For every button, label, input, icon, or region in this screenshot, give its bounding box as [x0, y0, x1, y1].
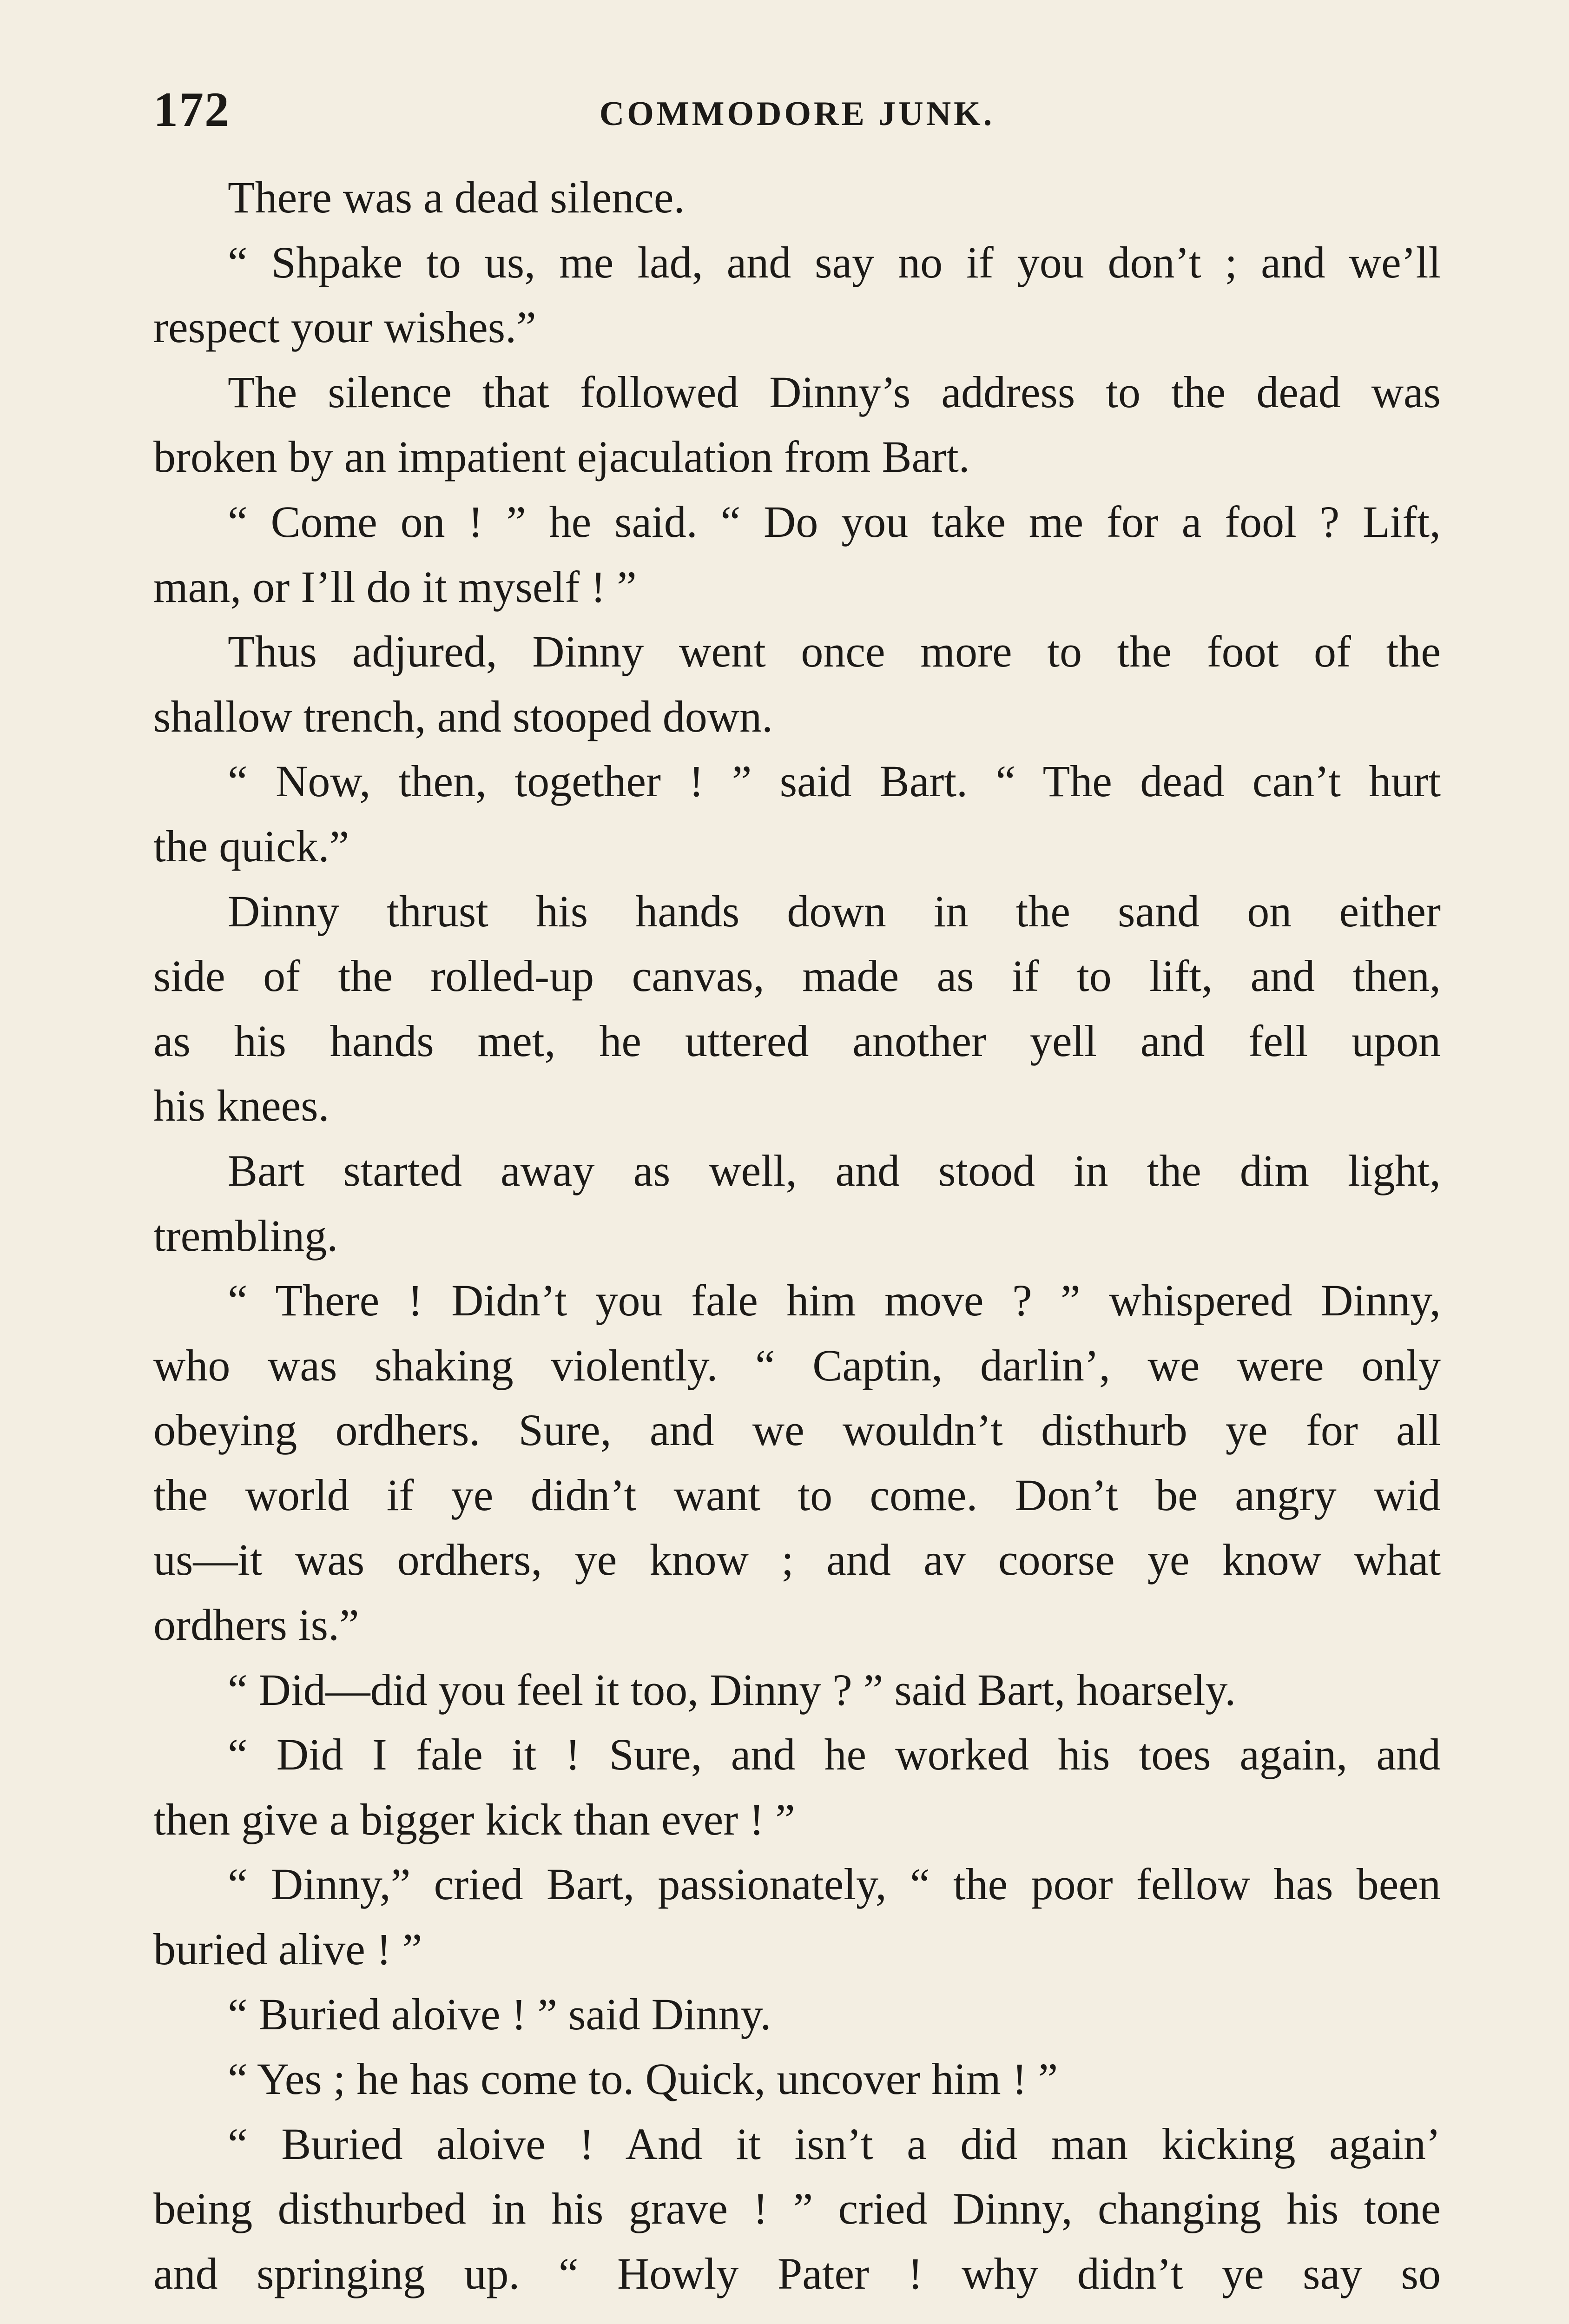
text-line: “ Come on ! ” he said. “ Do you take me for a fool ? Lift,: [228, 496, 1441, 547]
text-line: “ Did I fale it ! Sure, and he worked his toes again, and: [228, 1730, 1441, 1780]
text-line: man, or I’ll do it myself ! ”: [153, 561, 637, 612]
text-line: Dinny thrust his hands down in the sand on either: [228, 886, 1441, 936]
text-line: us—it was ordhers, ye know ; and av coorse ye know what: [153, 1535, 1441, 1585]
text-line: shallow trench, and stooped down.: [153, 691, 773, 741]
text-line: then give a bigger kick than ever ! ”: [153, 1794, 795, 1844]
text-line: broken by an impatient ejaculation from Bart.: [153, 432, 970, 482]
text-line: and springing up. “ Howly Pater ! why didn’t ye say so: [153, 2249, 1441, 2298]
running-head: COMMODORE JUNK.: [599, 95, 995, 133]
text-line: “ Buried aloive ! ” said Dinny.: [228, 1989, 771, 2039]
page-number: 172: [153, 82, 230, 137]
text-line: The silence that followed Dinny’s address to the dead was: [228, 367, 1441, 417]
text-line: ordhers is.”: [153, 1600, 359, 1650]
text-line: buried alive ! ”: [153, 1924, 422, 1974]
text-line: being disthurbed in his grave ! ” cried Dinny, changing his tone: [153, 2184, 1441, 2234]
text-line: Thus adjured, Dinny went once more to the foot of the: [228, 627, 1441, 677]
text-line: “ There ! Didn’t you fale him move ? ” whispered Dinny,: [228, 1275, 1441, 1326]
text-line: “ Now, then, together ! ” said Bart. “ The dead can’t hurt: [228, 756, 1441, 806]
text-line: obeying ordhers. Sure, and we wouldn’t disthurb ye for all: [153, 1405, 1441, 1455]
text-line: “ Did—did you feel it too, Dinny ? ” said Bart, hoarsely.: [228, 1664, 1236, 1715]
text-line: Bart started away as well, and stood in the dim light,: [228, 1145, 1441, 1195]
text-line: respect your wishes.”: [153, 302, 536, 352]
text-line: “ Buried aloive ! And it isn’t a did man kicking again’: [228, 2119, 1441, 2169]
body-text: [153, 165, 1441, 2306]
text-line: the quick.”: [153, 821, 349, 871]
text-line: as his hands met, he uttered another yell and fell upon: [153, 1016, 1441, 1066]
text-line: his knees.: [153, 1081, 330, 1131]
text-line: who was shaking violently. “ Captin, darlin’, we were only: [153, 1340, 1441, 1390]
page-header: [153, 81, 1441, 137]
text-line: “ Dinny,” cried Bart, passionately, “ the poor fellow has been: [228, 1859, 1441, 1909]
text-line: the world if ye didn’t want to come. Don’t be angry wid: [153, 1470, 1441, 1520]
text-line: “ Shpake to us, me lad, and say no if you don’t ; and we’ll: [228, 237, 1441, 287]
text-line: side of the rolled-up canvas, made as if to lift, and then,: [153, 951, 1441, 1001]
text-line: trembling.: [153, 1210, 338, 1261]
text-line: “ Yes ; he has come to. Quick, uncover him ! ”: [228, 2054, 1058, 2104]
text-line: There was a dead silence.: [228, 172, 685, 222]
